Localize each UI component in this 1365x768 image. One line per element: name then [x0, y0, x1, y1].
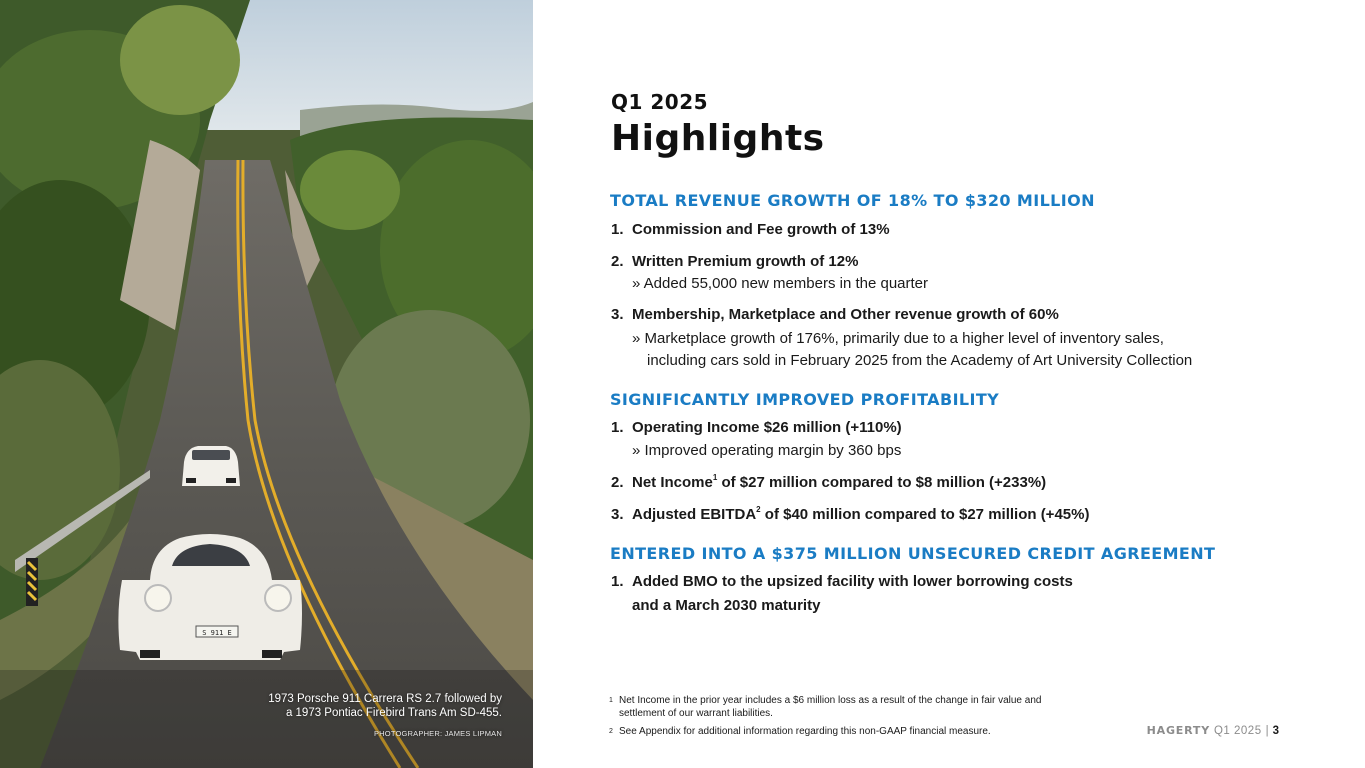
footnote-1	[609, 694, 1041, 720]
list-item	[611, 474, 1046, 491]
footer-quarter: Q1 2025	[1213, 725, 1262, 737]
footnote-text: See Appendix for additional information regarding this non-GAAP financial measure.	[619, 726, 991, 737]
footnote-mark: 2	[609, 728, 613, 735]
hero-photo	[0, 0, 533, 768]
page-number: 3	[1272, 725, 1279, 737]
slide-footer	[1147, 724, 1279, 737]
list-number: 1.	[611, 573, 624, 590]
list-text: Adjusted EBITDA	[632, 506, 757, 523]
list-item-continuation: and a March 2030 maturity	[632, 597, 821, 614]
list-text-continued: of $27 million compared to $8 million (+233%)	[717, 474, 1047, 491]
list-subitem: » Added 55,000 new members in the quarter	[632, 275, 929, 292]
footnote-ref: 2	[756, 505, 761, 514]
license-plate: S 911 E	[202, 629, 232, 637]
list-text: Commission and Fee growth of 13%	[632, 221, 890, 238]
section-heading-revenue: TOTAL REVENUE GROWTH OF 18% TO $320 MILLION	[610, 191, 1095, 210]
section-heading-credit-agreement: ENTERED INTO A $375 MILLION UNSECURED CREDIT AGREEMENT	[610, 544, 1216, 563]
footnote-mark: 1	[609, 697, 613, 704]
list-item	[611, 221, 890, 238]
list-number: 3.	[611, 506, 624, 523]
list-subitem: » Marketplace growth of 176%, primarily due to a higher level of inventory sales,	[632, 330, 1164, 347]
footer-separator: |	[1265, 725, 1269, 737]
list-text: Added BMO to the upsized facility with lower borrowing costs	[632, 573, 1073, 590]
list-item	[611, 419, 902, 436]
list-item	[611, 506, 1089, 523]
list-text: Written Premium growth of 12%	[632, 253, 859, 270]
footnote-text: Net Income in the prior year includes a $6 million loss as a result of the change in fair value and	[619, 695, 1042, 706]
page-title: Highlights	[611, 118, 825, 159]
list-number: 2.	[611, 253, 624, 270]
firebird-car	[182, 446, 240, 486]
photo-caption-line-2: a 1973 Pontiac Firebird Trans Am SD-455.	[285, 707, 502, 719]
list-text: Net Income	[632, 474, 713, 491]
footnote-2	[609, 725, 991, 738]
footnote-text-continued: settlement of our warrant liabilities.	[619, 708, 773, 719]
footnote-ref: 1	[712, 473, 718, 482]
photo-credit: PHOTOGRAPHER: JAMES LIPMAN	[373, 729, 502, 738]
photo-caption	[268, 692, 502, 720]
list-number: 2.	[611, 474, 624, 491]
section-heading-profitability: SIGNIFICANTLY IMPROVED PROFITABILITY	[610, 390, 1000, 409]
list-item	[611, 573, 1073, 590]
list-item	[611, 306, 1059, 323]
photo-caption-line-1: 1973 Porsche 911 Carrera RS 2.7 followed by	[268, 693, 502, 705]
road-scene-illustration	[0, 0, 533, 768]
list-subitem: » Improved operating margin by 360 bps	[632, 442, 902, 459]
list-text: Operating Income $26 million (+110%)	[632, 419, 902, 436]
list-number: 3.	[611, 306, 624, 323]
list-number: 1.	[611, 419, 624, 436]
list-number: 1.	[611, 221, 624, 238]
list-text: Membership, Marketplace and Other revenue growth of 60%	[632, 306, 1059, 323]
list-item	[611, 253, 858, 270]
list-text-continued: of $40 million compared to $27 million (+45%)	[760, 506, 1090, 523]
page-eyebrow: Q1 2025	[611, 90, 709, 114]
list-subitem-continuation: including cars sold in February 2025 from the Academy of Art University Collection	[647, 352, 1193, 369]
brand-logo: HAGERTY	[1146, 724, 1210, 737]
